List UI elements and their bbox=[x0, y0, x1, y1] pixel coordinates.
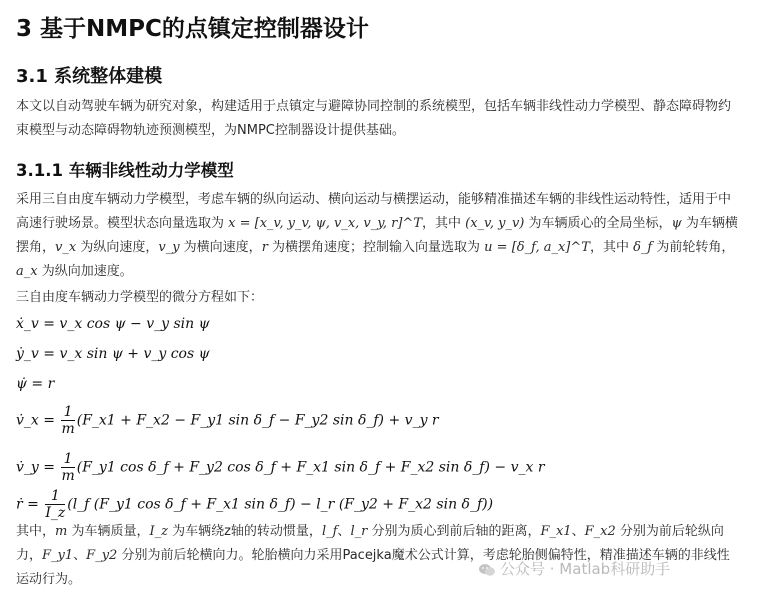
text-run: 分别为前后轮纵向力， bbox=[16, 524, 724, 563]
equation-vx-dot bbox=[16, 404, 439, 437]
text-run: 为车辆横摆角， bbox=[16, 216, 738, 255]
equation-vy-dot bbox=[16, 451, 545, 484]
text-run: ，其中 bbox=[422, 216, 466, 231]
numerator: 1 bbox=[61, 404, 74, 421]
text-run: 、 bbox=[73, 548, 87, 563]
eq-rhs: (F_x1 + F_x2 − F_y1 sin δ_f − F_y2 sin δ_f) + v_y r bbox=[76, 412, 439, 429]
denominator: m bbox=[61, 468, 75, 484]
math-position: (x_v, y_v) bbox=[465, 216, 525, 231]
model-description-paragraph bbox=[16, 188, 738, 284]
text-run: 分别为前后轮横向力。轮胎横向力采用Pacejka魔术公式计算，考虑轮胎侧偏特性，精准描述车辆的非线性运动行为。 bbox=[16, 548, 730, 587]
text-run: 为车辆质量， bbox=[67, 524, 150, 539]
section-title: 3 基于NMPC的点镇定控制器设计 bbox=[16, 16, 369, 42]
math-vx: v_x bbox=[55, 240, 77, 255]
wechat-icon bbox=[478, 563, 496, 577]
text-run: 为纵向速度， bbox=[76, 240, 159, 255]
math-fy2: F_y2 bbox=[86, 548, 118, 563]
eq-rhs: (F_y1 cos δ_f + F_y2 cos δ_f + F_x1 sin δ_f + F_x2 sin δ_f) − v_x r bbox=[76, 459, 545, 476]
fraction bbox=[61, 404, 74, 437]
math-mass: m bbox=[55, 524, 68, 539]
text-run: 其中， bbox=[16, 524, 56, 539]
math-ax: a_x bbox=[16, 264, 38, 279]
math-state-vector: x = [x_v, y_v, ψ, v_x, v_y, r]^T bbox=[228, 216, 422, 231]
eq-lhs: ṙ = bbox=[16, 496, 39, 513]
fraction bbox=[61, 451, 74, 484]
math-fx1: F_x1 bbox=[540, 524, 572, 539]
text-run: 为车辆绕z轴的转动惯量， bbox=[167, 524, 322, 539]
text-run: ，其中 bbox=[589, 240, 634, 255]
equations-intro: 三自由度车辆动力学模型的微分方程如下： bbox=[16, 290, 264, 305]
equation-yv-dot: ẏ_v = v_x sin ψ + v_y cos ψ bbox=[16, 346, 210, 362]
watermark-text: 公众号 · Matlab科研助手 bbox=[500, 560, 671, 578]
math-yaw: ψ bbox=[671, 216, 682, 231]
eq-lhs: v̇_y = bbox=[16, 459, 55, 476]
denominator: I_z bbox=[45, 505, 66, 521]
text-run: 为纵向加速度。 bbox=[37, 264, 133, 279]
text-run: 为车辆质心的全局坐标， bbox=[524, 216, 672, 231]
subsubsection-title: 3.1.1 车辆非线性动力学模型 bbox=[16, 161, 234, 180]
text-run: 为横摆角速度；控制输入向量选取为 bbox=[267, 240, 485, 255]
text-run: 、 bbox=[571, 524, 585, 539]
numerator: 1 bbox=[61, 451, 74, 468]
subsection-title: 3.1 系统整体建模 bbox=[16, 66, 163, 87]
numerator: 1 bbox=[45, 488, 65, 505]
text-run: 、 bbox=[337, 524, 351, 539]
math-lr: l_r bbox=[350, 524, 368, 539]
parameters-paragraph bbox=[16, 520, 738, 592]
math-fx2: F_x2 bbox=[584, 524, 616, 539]
math-vy: v_y bbox=[158, 240, 180, 255]
math-delta-f: δ_f bbox=[633, 240, 653, 255]
math-lf: l_f bbox=[321, 524, 338, 539]
equation-r-dot bbox=[16, 488, 493, 521]
intro-paragraph: 本文以自动驾驶车辆为研究对象，构建适用于点镇定与避障协同控制的系统模型，包括车辆非线性动力学模型、静态障碍物约束模型与动态障碍物轨迹预测模型，为NMPC控制器设计提供基础。 bbox=[16, 99, 732, 138]
math-fy1: F_y1 bbox=[42, 548, 74, 563]
text-run: 采用三自由度车辆动力学模型，考虑车辆的纵向运动、横向运动与横摆运动，能够精准描述车辆的非线性运动特性，适用于中高速行驶场景。模型状态向量选取为 bbox=[16, 192, 732, 231]
math-r: r bbox=[261, 240, 268, 255]
eq-rhs: (l_f (F_y1 cos δ_f + F_x1 sin δ_f) − l_r (F_y2 + F_x2 sin δ_f)) bbox=[67, 496, 494, 513]
math-inertia: I_z bbox=[149, 524, 168, 539]
fraction bbox=[45, 488, 65, 521]
eq-lhs: v̇_x = bbox=[16, 412, 55, 429]
math-control-vector: u = [δ_f, a_x]^T bbox=[484, 240, 590, 255]
equation-xv-dot: ẋ_v = v_x cos ψ − v_y sin ψ bbox=[16, 316, 210, 332]
denominator: m bbox=[61, 421, 75, 437]
text-run: 分别为质心到前后轴的距离， bbox=[367, 524, 541, 539]
text-run: 为横向速度， bbox=[179, 240, 262, 255]
text-run: 为前轮转角， bbox=[652, 240, 735, 255]
equation-psi-dot: ψ̇ = r bbox=[16, 376, 55, 392]
watermark bbox=[478, 558, 670, 579]
